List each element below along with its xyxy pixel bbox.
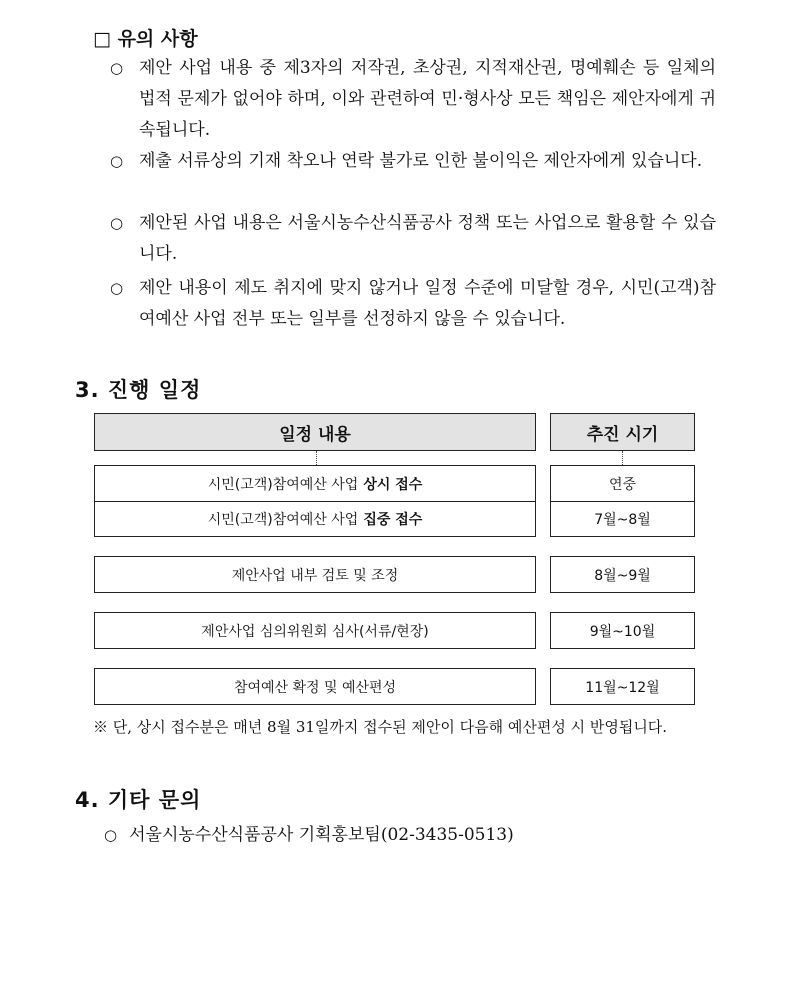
circle-bullet-icon: ○ xyxy=(110,59,124,77)
schedule-row-period: 7월~8월 xyxy=(550,501,695,537)
schedule-row-content xyxy=(94,501,536,537)
schedule-column-header-period: 추진 시기 xyxy=(550,413,695,451)
schedule-row-emphasis: 상시 접수 xyxy=(363,476,423,493)
schedule-row-period: 9월~10월 xyxy=(550,612,695,649)
schedule-row-content: 참여예산 확정 및 예산편성 xyxy=(94,668,536,705)
schedule-row-period: 11월~12월 xyxy=(550,668,695,705)
note-item xyxy=(110,273,716,335)
note-text: 제안 사업 내용 중 제3자의 저작권, 초상권, 지적재산권, 명예훼손 등 일체의 법적 문제가 없어야 하며, 이와 관련하여 민·형사상 모든 책임은 제안자에게 귀속됩니다. xyxy=(139,58,716,140)
circle-bullet-icon: ○ xyxy=(110,152,124,170)
schedule-row-emphasis: 집중 접수 xyxy=(363,512,423,528)
header-connector xyxy=(622,451,623,465)
schedule-row-period: 8월~9월 xyxy=(550,556,695,593)
schedule-row-period: 연중 xyxy=(550,465,695,502)
schedule-row-content xyxy=(94,465,536,502)
contact-heading: 4. 기타 문의 xyxy=(75,788,202,812)
schedule-row-content: 제안사업 내부 검토 및 조정 xyxy=(94,556,536,593)
note-text: 제안된 사업 내용은 서울시농수산식품공사 정책 또는 사업으로 활용할 수 있습니다. xyxy=(139,213,716,264)
schedule-heading: 3. 진행 일정 xyxy=(75,378,202,402)
circle-bullet-icon: ○ xyxy=(110,279,124,297)
note-item xyxy=(110,53,716,146)
circle-bullet-icon: ○ xyxy=(110,214,124,232)
schedule-row-content: 제안사업 심의위원회 심사(서류/현장) xyxy=(94,612,536,649)
circle-bullet-icon: ○ xyxy=(104,826,118,844)
schedule-footnote: ※ 단, 상시 접수분은 매년 8월 31일까지 접수된 제안이 다음해 예산편성 시 반영됩니다. xyxy=(93,718,668,736)
schedule-row-label: 시민(고객)참여예산 사업 xyxy=(207,476,359,493)
note-item xyxy=(110,146,716,177)
note-text: 제출 서류상의 기재 착오나 연락 불가로 인한 불이익은 제안자에게 있습니다. xyxy=(139,151,703,171)
note-text: 제안 내용이 제도 취지에 맞지 않거나 일정 수준에 미달할 경우, 시민(고객)참여예산 사업 전부 또는 일부를 선정하지 않을 수 있습니다. xyxy=(139,278,716,329)
schedule-row-label: 시민(고객)참여예산 사업 xyxy=(207,512,359,528)
contact-line xyxy=(104,820,514,845)
notes-title: □ 유의 사항 xyxy=(93,28,198,50)
contact-text: 서울시농수산식품공사 기획홍보팀(02-3435-0513) xyxy=(129,825,514,845)
note-item xyxy=(110,208,716,270)
schedule-column-header-content: 일정 내용 xyxy=(94,413,536,451)
header-connector xyxy=(316,451,317,465)
